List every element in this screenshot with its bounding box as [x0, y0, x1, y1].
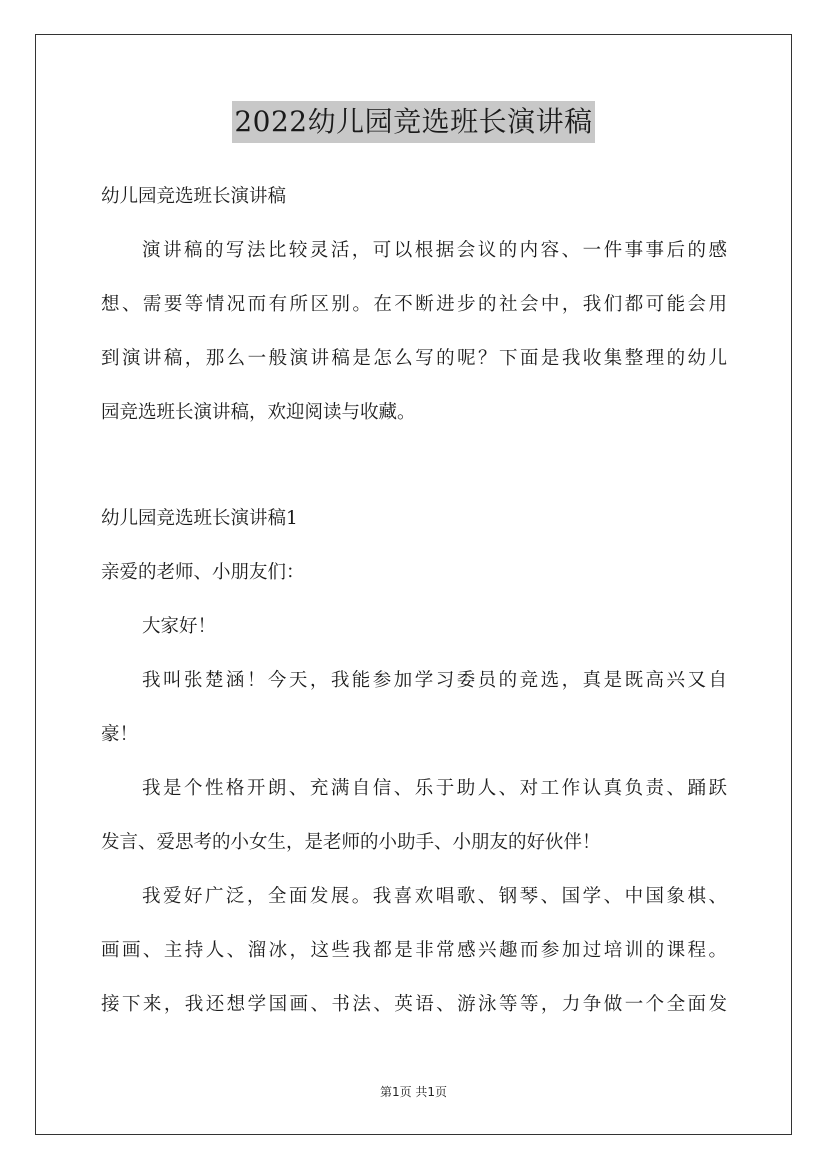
page-footer: [0, 1083, 827, 1100]
page-number: 第1页 共1页: [379, 1085, 448, 1099]
paragraph-line: 我爱好广泛，全面发展。我喜欢唱歌、钢琴、国学、中国象棋、: [142, 886, 727, 907]
section-heading: 幼儿园竞选班长演讲稿: [101, 186, 287, 207]
paragraph-line: 我是个性格开朗、充满自信、乐于助人、对工作认真负责、踊跃: [142, 778, 727, 799]
title-container: [0, 101, 827, 143]
blank-line: [101, 440, 727, 492]
paragraph-line: 想、需要等情况而有所区别。在不断进步的社会中，我们都可能会用: [101, 294, 727, 315]
paragraph-line: 发言、爱思考的小女生，是老师的小助手、小朋友的好伙伴！: [101, 832, 601, 853]
paragraph-line: 到演讲稿，那么一般演讲稿是怎么写的呢？下面是我收集整理的幼儿: [101, 348, 727, 369]
paragraph-line: 接下来，我还想学国画、书法、英语、游泳等等，力争做一个全面发: [101, 994, 727, 1015]
paragraph-line: 演讲稿的写法比较灵活，可以根据会议的内容、一件事事后的感: [142, 240, 727, 261]
document-title: 2022幼儿园竞选班长演讲稿: [232, 101, 594, 143]
paragraph-line: 豪！: [101, 724, 139, 745]
paragraph-line: 我叫张楚涵！今天，我能参加学习委员的竞选，真是既高兴又自: [142, 670, 727, 691]
paragraph-line: 园竞选班长演讲稿，欢迎阅读与收藏。: [101, 402, 416, 423]
paragraph-line: 画画、主持人、溜冰，这些我都是非常感兴趣而参加过培训的课程。: [101, 940, 727, 961]
document-body: [101, 170, 727, 1032]
salutation: 亲爱的老师、小朋友们：: [101, 562, 305, 583]
paragraph-line: 大家好！: [142, 616, 217, 637]
section-heading: 幼儿园竞选班长演讲稿1: [101, 508, 298, 529]
